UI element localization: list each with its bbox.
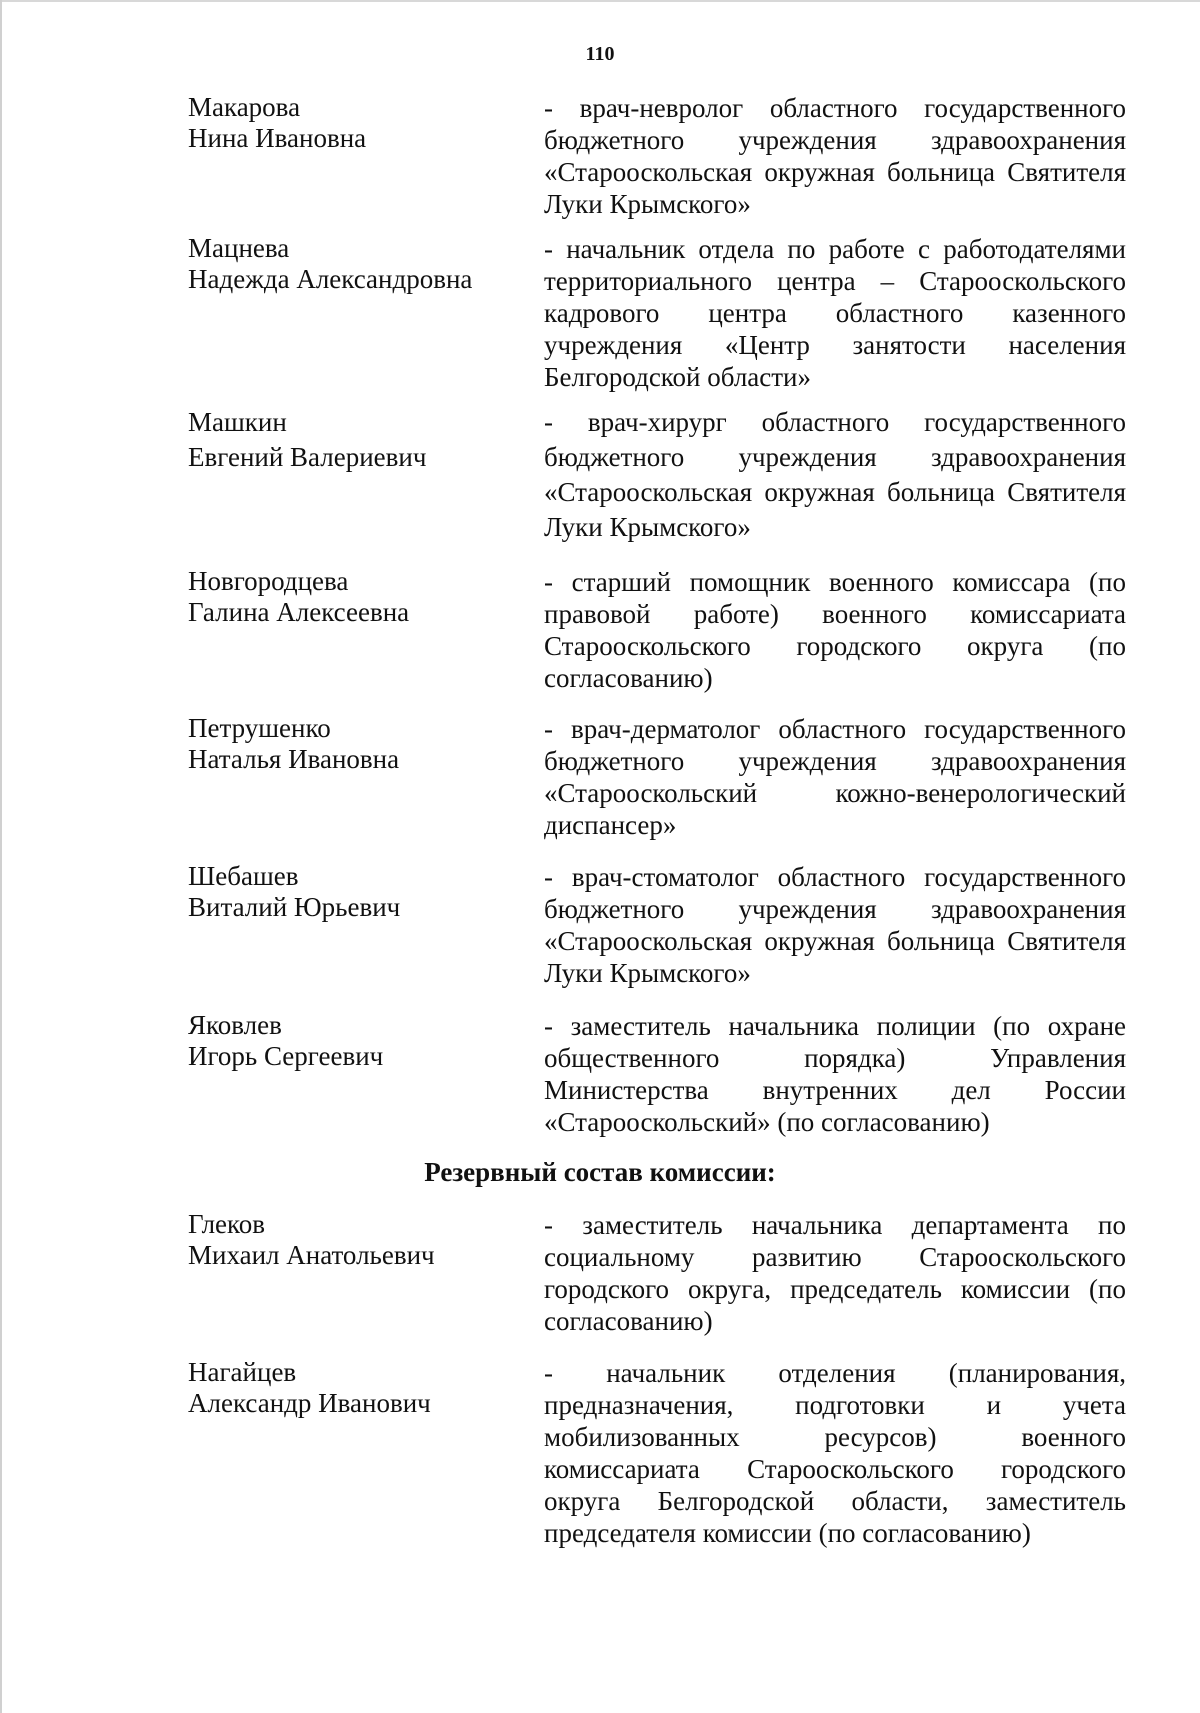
member-surname: Машкин — [188, 407, 287, 437]
member-position: - начальник отделения (планирования, предназначения, подготовки и учета мобилизованных ресурсов) военного комиссариата Старооскольского городского округа Белгородской области, заместитель председателя комиссии (по согласованию) — [544, 1358, 1126, 1548]
member-given-names: Наталья Ивановна — [188, 744, 400, 774]
member-position: - начальник отдела по работе с работодателями территориального центра – Старооскольского кадрового центра областного казенного учреждения «Центр занятости населения Белгородской области» — [544, 234, 1126, 392]
member-position: - заместитель начальника полиции (по охране общественного порядка) Управления Министерства внутренних дел России «Старооскольский» (по согласованию) — [544, 1011, 1126, 1137]
member-name — [188, 405, 518, 475]
member-name — [188, 1010, 518, 1072]
member-position: - врач-дерматолог областного государственного бюджетного учреждения здравоохранения «Старооскольский кожно-венерологический диспансер» — [544, 714, 1126, 840]
member-name — [188, 1209, 518, 1271]
member-given-names: Игорь Сергеевич — [188, 1041, 384, 1071]
member-given-names: Галина Алексеевна — [188, 597, 410, 627]
member-given-names: Виталий Юрьевич — [188, 892, 401, 922]
member-name — [188, 566, 518, 628]
member-surname: Мацнева — [188, 233, 290, 263]
member-given-names: Надежда Александровна — [188, 264, 473, 294]
scan-edge-top — [0, 0, 1200, 2]
member-given-names: Нина Ивановна — [188, 123, 367, 153]
member-position: - врач-невролог областного государственного бюджетного учреждения здравоохранения «Старооскольская окружная больница Святителя Луки Крымского» — [544, 93, 1126, 219]
member-surname: Яковлев — [188, 1010, 282, 1040]
member-surname: Глеков — [188, 1209, 266, 1239]
scan-edge-left — [0, 0, 2, 1713]
member-position: - врач-хирург областного государственного бюджетного учреждения здравоохранения «Старооскольская окружная больница Святителя Луки Крымского» — [544, 407, 1126, 542]
member-surname: Новгородцева — [188, 566, 349, 596]
member-name — [188, 1357, 518, 1419]
member-surname: Нагайцев — [188, 1357, 297, 1387]
member-position: - заместитель начальника департамента по социальному развитию Старооскольского городского округа, председатель комиссии (по согласованию) — [544, 1210, 1126, 1336]
member-given-names: Михаил Анатольевич — [188, 1240, 435, 1270]
member-given-names: Александр Иванович — [188, 1388, 431, 1418]
member-name — [188, 861, 518, 923]
member-given-names: Евгений Валериевич — [188, 442, 427, 472]
member-name — [188, 233, 518, 295]
member-surname: Макарова — [188, 92, 301, 122]
page-number: 110 — [585, 43, 615, 65]
member-position: - врач-стоматолог областного государственного бюджетного учреждения здравоохранения «Старооскольская окружная больница Святителя Луки Крымского» — [544, 862, 1126, 988]
reserve-section-heading: Резервный состав комиссии: — [424, 1157, 776, 1187]
member-position: - старший помощник военного комиссара (по правовой работе) военного комиссариата Старооскольского городского округа (по согласованию) — [544, 567, 1126, 693]
member-surname: Шебашев — [188, 861, 299, 891]
member-name — [188, 92, 518, 154]
member-name — [188, 713, 518, 775]
member-surname: Петрушенко — [188, 713, 331, 743]
